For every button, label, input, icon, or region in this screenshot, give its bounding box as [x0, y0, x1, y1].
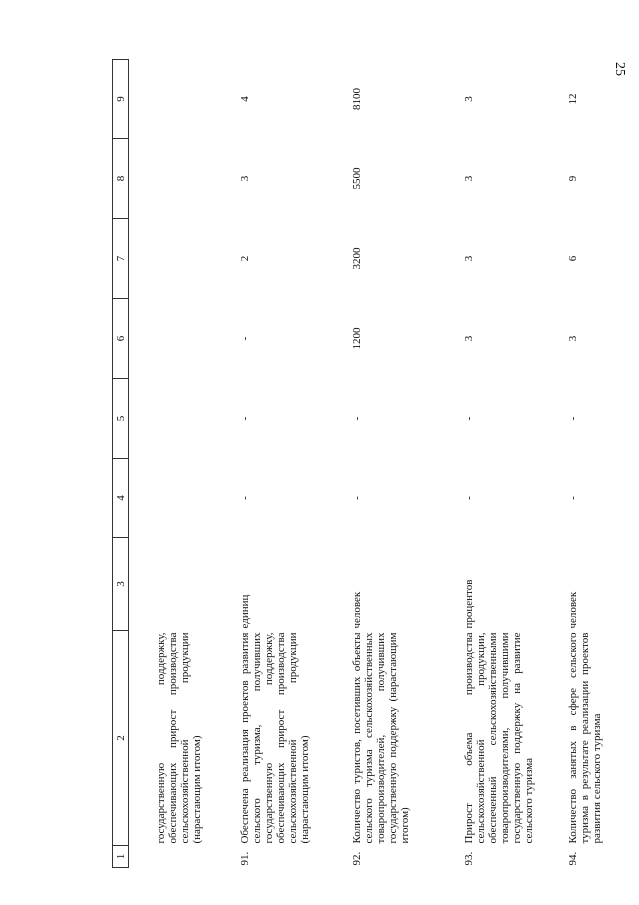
row-number: 93. — [463, 851, 475, 866]
table-header-row — [113, 60, 129, 868]
row-value — [129, 459, 232, 538]
row-value: - — [351, 496, 363, 500]
row-value: - — [239, 336, 251, 341]
row-value: 8100 — [351, 88, 363, 110]
column-header: 4 — [113, 459, 129, 538]
row-unit — [129, 538, 232, 631]
row-description: государственную поддержку, обеспечивающих прирост производства сельскохозяйственной продукции (нарастающим итогом) — [155, 632, 203, 844]
row-value: 9 — [567, 175, 579, 182]
row-number — [129, 846, 232, 868]
row-value: - — [463, 496, 475, 500]
row-unit: единиц — [239, 594, 251, 629]
row-value — [129, 60, 232, 139]
row-description: Прирост объема производства сельскохозяйственной продукции, обеспеченный сельскохозяйственными товаропроизводителями, получившими государственную поддержку на развитие сельского туризма — [463, 632, 535, 844]
row-value — [129, 299, 232, 379]
row-value: - — [567, 496, 579, 500]
column-header: 6 — [113, 299, 129, 379]
row-value: - — [351, 416, 363, 421]
row-description: Количество занятых в сфере сельского туризма в результате реализации проектов развития сельского туризма — [567, 632, 603, 844]
table-row — [129, 60, 232, 868]
table-row — [455, 60, 559, 868]
table-row — [559, 60, 615, 868]
row-value: 6 — [567, 255, 579, 262]
row-value: 3 — [239, 175, 251, 182]
row-value: 12 — [567, 93, 579, 105]
column-header: 9 — [113, 60, 129, 139]
row-value — [129, 139, 232, 219]
page-number: 25 — [612, 62, 627, 76]
row-unit: человек — [351, 591, 363, 629]
row-value: - — [239, 496, 251, 500]
column-header: 8 — [113, 139, 129, 219]
row-description: Количество туристов, посетивших объекты сельского туризма сельскохозяйственных товаропроизводителей, получивших государственную поддержку (нарастающим итогом) — [351, 632, 411, 844]
row-value: 3 — [463, 255, 475, 262]
row-value: 3 — [463, 335, 475, 342]
row-value: 4 — [239, 96, 251, 102]
column-header: 5 — [113, 379, 129, 459]
row-unit: процентов — [463, 579, 475, 629]
row-value: - — [463, 416, 475, 421]
row-value: - — [239, 416, 251, 421]
table-row — [343, 60, 455, 868]
row-value: 3 — [463, 96, 475, 102]
row-value: 1200 — [351, 327, 363, 350]
table-row — [231, 60, 343, 868]
row-unit: человек — [567, 591, 579, 629]
row-value: 3 — [567, 335, 579, 342]
column-header: 3 — [113, 538, 129, 631]
row-value: 3 — [463, 175, 475, 182]
column-header: 1 — [113, 846, 129, 868]
column-header: 7 — [113, 219, 129, 299]
table-wrapper — [112, 60, 603, 868]
indicator-table — [112, 59, 615, 868]
row-value: 2 — [239, 255, 251, 262]
row-number: 94. — [567, 851, 579, 866]
column-header: 2 — [113, 631, 129, 846]
row-value — [129, 379, 232, 459]
row-description: Обеспечена реализация проектов развития сельского туризма, получивших государственную поддержку, обеспечивающих прирост производства сельскохозяйственной продукции (нарастающим итогом) — [239, 632, 311, 844]
row-number: 92. — [351, 851, 363, 866]
row-value: 5500 — [351, 167, 363, 190]
row-value — [129, 219, 232, 299]
row-number: 91. — [239, 851, 251, 866]
row-value: - — [567, 416, 579, 421]
row-value: 3200 — [351, 247, 363, 270]
